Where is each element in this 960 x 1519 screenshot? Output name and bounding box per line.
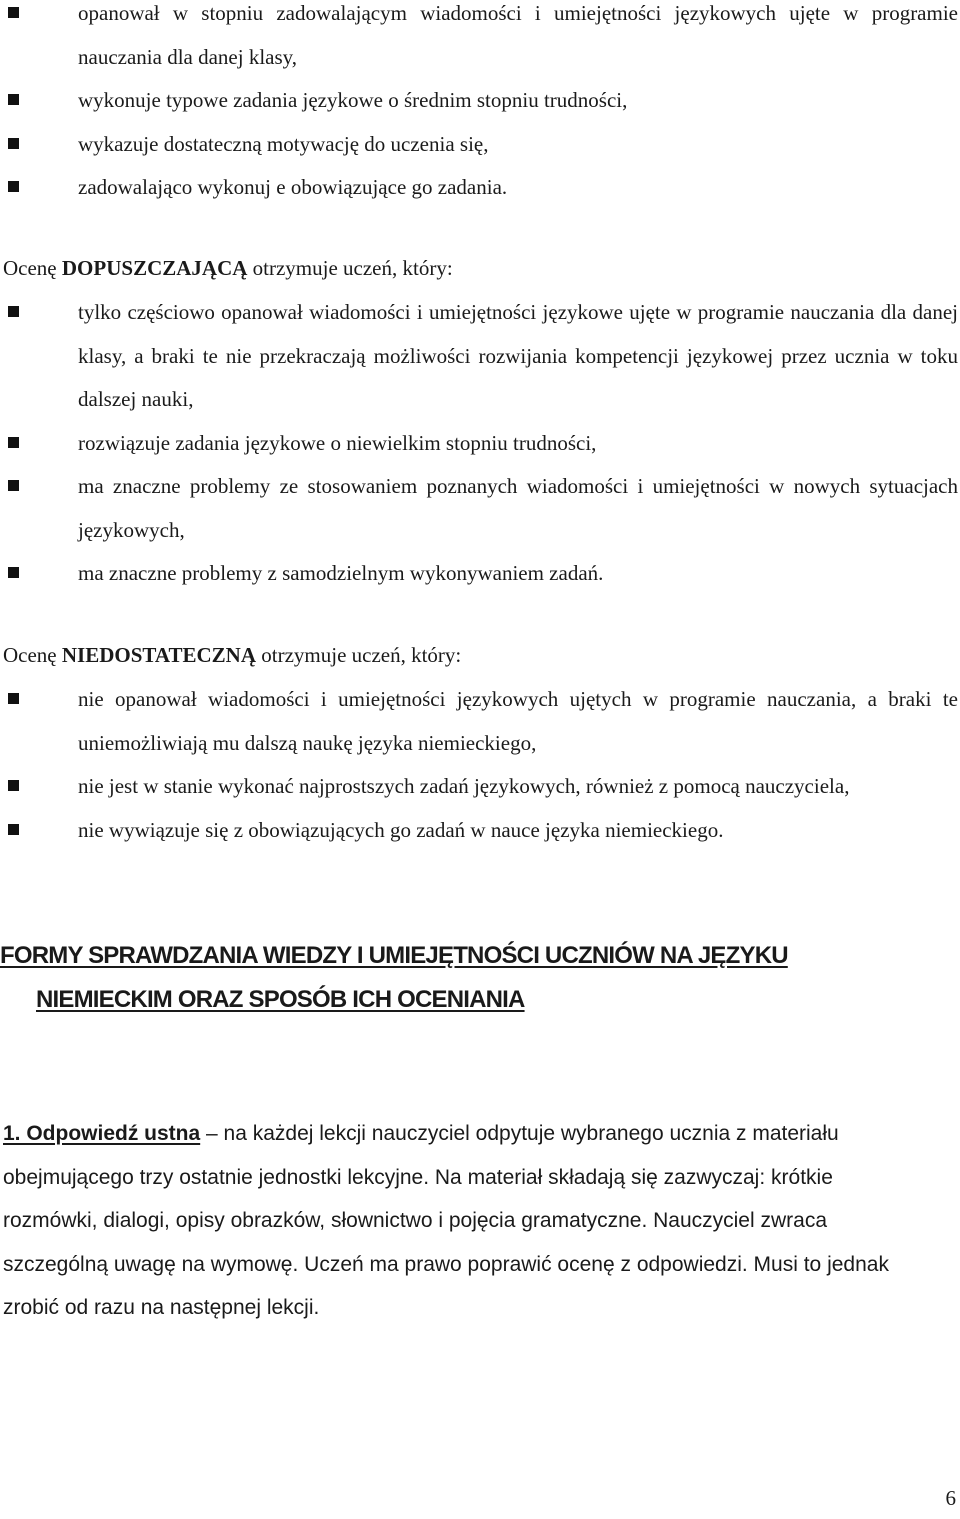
square-bullet-icon [8,437,19,448]
grade-intro-dopuszczajaca: Ocenę DOPUSZCZAJĄCĄ otrzymuje uczeń, który: [3,256,453,280]
square-bullet-icon [8,780,19,791]
square-bullet-icon [8,567,19,578]
grade-name: NIEDOSTATECZNĄ [61,643,256,667]
list-item: nie jest w stanie wykonać najprostszych zadań językowych, również z pomocą nauczyciela, [0,765,960,809]
oral-answer-paragraph [3,1112,933,1330]
square-bullet-icon [8,824,19,835]
section-heading [0,934,788,1022]
list-item: rozwiązuje zadania językowe o niewielkim stopniu trudności, [0,422,960,466]
grade-criteria-list-niedostateczna [0,678,960,852]
oral-answer-label: 1. Odpowiedź ustna [3,1122,201,1145]
grade-criteria-list-dostateczna [0,0,960,210]
list-item: tylko częściowo opanował wiadomości i umiejętności językowe ujęte w programie nauczania dla danej klasy, a braki te nie przekraczają możliwości rozwijania kompetencji językowej przez ucznia w toku dalszej nauki, [0,291,960,422]
list-item: ma znaczne problemy z samodzielnym wykonywaniem zadań. [0,552,960,596]
list-item: nie wywiązuje się z obowiązujących go zadań w nauce języka niemieckiego. [0,809,960,853]
list-item: zadowalająco wykonuj e obowiązujące go zadania. [0,166,960,210]
square-bullet-icon [8,693,19,704]
page-number: 6 [945,1486,956,1510]
grade-name: DOPUSZCZAJĄCĄ [61,256,248,280]
heading-line-2: NIEMIECKIM ORAZ SPOSÓB ICH OCENIANIA [36,986,525,1013]
oral-answer-text: – na każdej lekcji nauczyciel odpytuje wybranego ucznia z materiału obejmującego trzy ostatnie jednostki lekcyjne. Na materiał składają się zazwyczaj: krótkie rozmówki, dialogi, opisy obrazków, słownictwo i pojęcia gramatyczne. Nauczyciel zwraca szczególną uwagę na wymowę. Uczeń ma prawo poprawić ocenę z odpowiedzi. Musi to jednak zrobić od razu na następnej lekcji. [3,1122,889,1319]
grade-criteria-list-dopuszczajaca [0,291,960,596]
list-item: nie opanował wiadomości i umiejętności językowych ujętych w programie nauczania, a braki te uniemożliwiają mu dalszą naukę języka niemieckiego, [0,678,960,765]
heading-line-1: FORMY SPRAWDZANIA WIEDZY I UMIEJĘTNOŚCI UCZNIÓW NA JĘZYKU [0,942,788,969]
list-item: ma znaczne problemy ze stosowaniem poznanych wiadomości i umiejętności w nowych sytuacjach językowych, [0,465,960,552]
list-item: wykazuje dostateczną motywację do uczenia się, [0,123,960,167]
list-item: opanował w stopniu zadowalającym wiadomości i umiejętności językowych ujęte w programie nauczania dla danej klasy, [0,0,960,79]
square-bullet-icon [8,181,19,192]
square-bullet-icon [8,7,19,18]
square-bullet-icon [8,138,19,149]
square-bullet-icon [8,480,19,491]
grade-intro-niedostateczna: Ocenę NIEDOSTATECZNĄ otrzymuje uczeń, który: [3,643,462,667]
square-bullet-icon [8,306,19,317]
list-item: wykonuje typowe zadania językowe o średnim stopniu trudności, [0,79,960,123]
square-bullet-icon [8,94,19,105]
